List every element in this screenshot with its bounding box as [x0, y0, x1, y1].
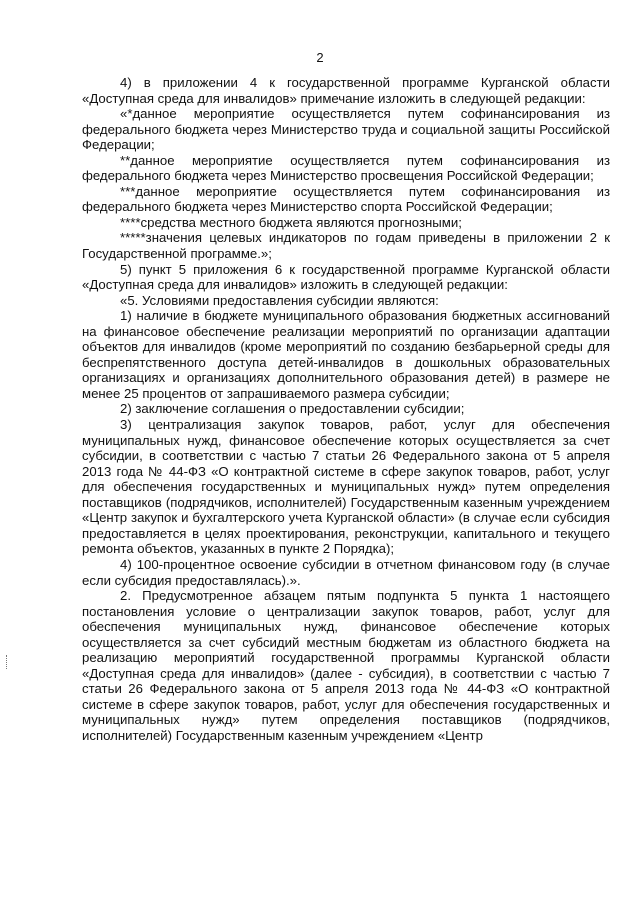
paragraph-item-4: 4) в приложении 4 к государственной программе Курганской области «Доступная среда для инвалидов» примечание изложить в следующей редакции: [82, 75, 610, 106]
paragraph-condition-4: 4) 100-процентное освоение субсидии в отчетном финансовом году (в случае если субсидия предоставлялась).». [82, 556, 610, 588]
paragraph-note-3: ***данное мероприятие осуществляется путем софинансирования из федерального бюджета через Министерство спорта Российской Федерации; [82, 183, 610, 215]
document-body [82, 75, 610, 744]
paragraph-condition-2: 2) заключение соглашения о предоставлении субсидии; [120, 401, 465, 417]
paragraph-condition-1: 1) наличие в бюджете муниципального образования бюджетных ассигнований на финансовое обеспечение реализации мероприятий по организации адаптации объектов для инвалидов (кроме мероприятий по созданию безбарьерной среды для беспрепятственного доступа детей-инвалидов в дошкольных образовательных организациях и организациях дополнительного образования детей) в размере не менее 25 процентов от запрашиваемого размера субсидии; [82, 308, 610, 401]
paragraph-condition-3: 3) централизация закупок товаров, работ, услуг для обеспечения муниципальных нужд, финансовое обеспечение которых осуществляется за счет субсидии, в соответствии с частью 7 статьи 26 Федерального закона от 5 апреля 2013 года № 44-ФЗ «О контрактной системе в сфере закупок товаров, работ, услуг для обеспечения государственных и муниципальных нужд» путем определения поставщиков (подрядчиков, исполнителей) Государственным казенным учреждением «Центр закупок и бухгалтерского учета Курганской области» (в случае если субсидия предоставляется в целях проектирования, реконструкции, капитального и текущего ремонта объектов, указанных в пункте 2 Порядка); [82, 417, 610, 557]
paragraph-note-2: **данное мероприятие осуществляется путем софинансирования из федерального бюджета через Министерство просвещения Российской Федерации; [82, 152, 610, 184]
margin-mark [6, 655, 8, 669]
paragraph-conditions-heading: «5. Условиями предоставления субсидии являются: [120, 292, 439, 308]
paragraph-item-5: 5) пункт 5 приложения 6 к государственной программе Курганской области «Доступная среда для инвалидов» изложить в следующей редакции: [82, 261, 610, 293]
paragraph-note-1: «*данное мероприятие осуществляется путем софинансирования из федерального бюджета через Министерство труда и социальной защиты Российской Федерации; [82, 106, 610, 153]
page-number: 2 [316, 50, 324, 65]
paragraph-note-5: *****значения целевых индикаторов по годам приведены в приложении 2 к Государственной программе.»; [82, 230, 610, 262]
paragraph-note-4: ****средства местного бюджета являются прогнозными; [120, 214, 462, 230]
paragraph-section-2: 2. Предусмотренное абзацем пятым подпункта 5 пункта 1 настоящего постановления условие о централизации закупок товаров, работ, услуг для обеспечения муниципальных нужд, финансовое обеспечение которых осуществляется за счет субсидий местным бюджетам из областного бюджета на реализацию мероприятий государственной программы Курганской области «Доступная среда для инвалидов» (далее - субсидия), в соответствии с частью 7 статьи 26 Федерального закона от 5 апреля 2013 года № 44-ФЗ «О контрактной системе в сфере закупок товаров, работ, услуг для обеспечения государственных и муниципальных нужд» путем определения поставщиков (подрядчиков, исполнителей) Государственным казенным учреждением «Центр [82, 588, 610, 743]
